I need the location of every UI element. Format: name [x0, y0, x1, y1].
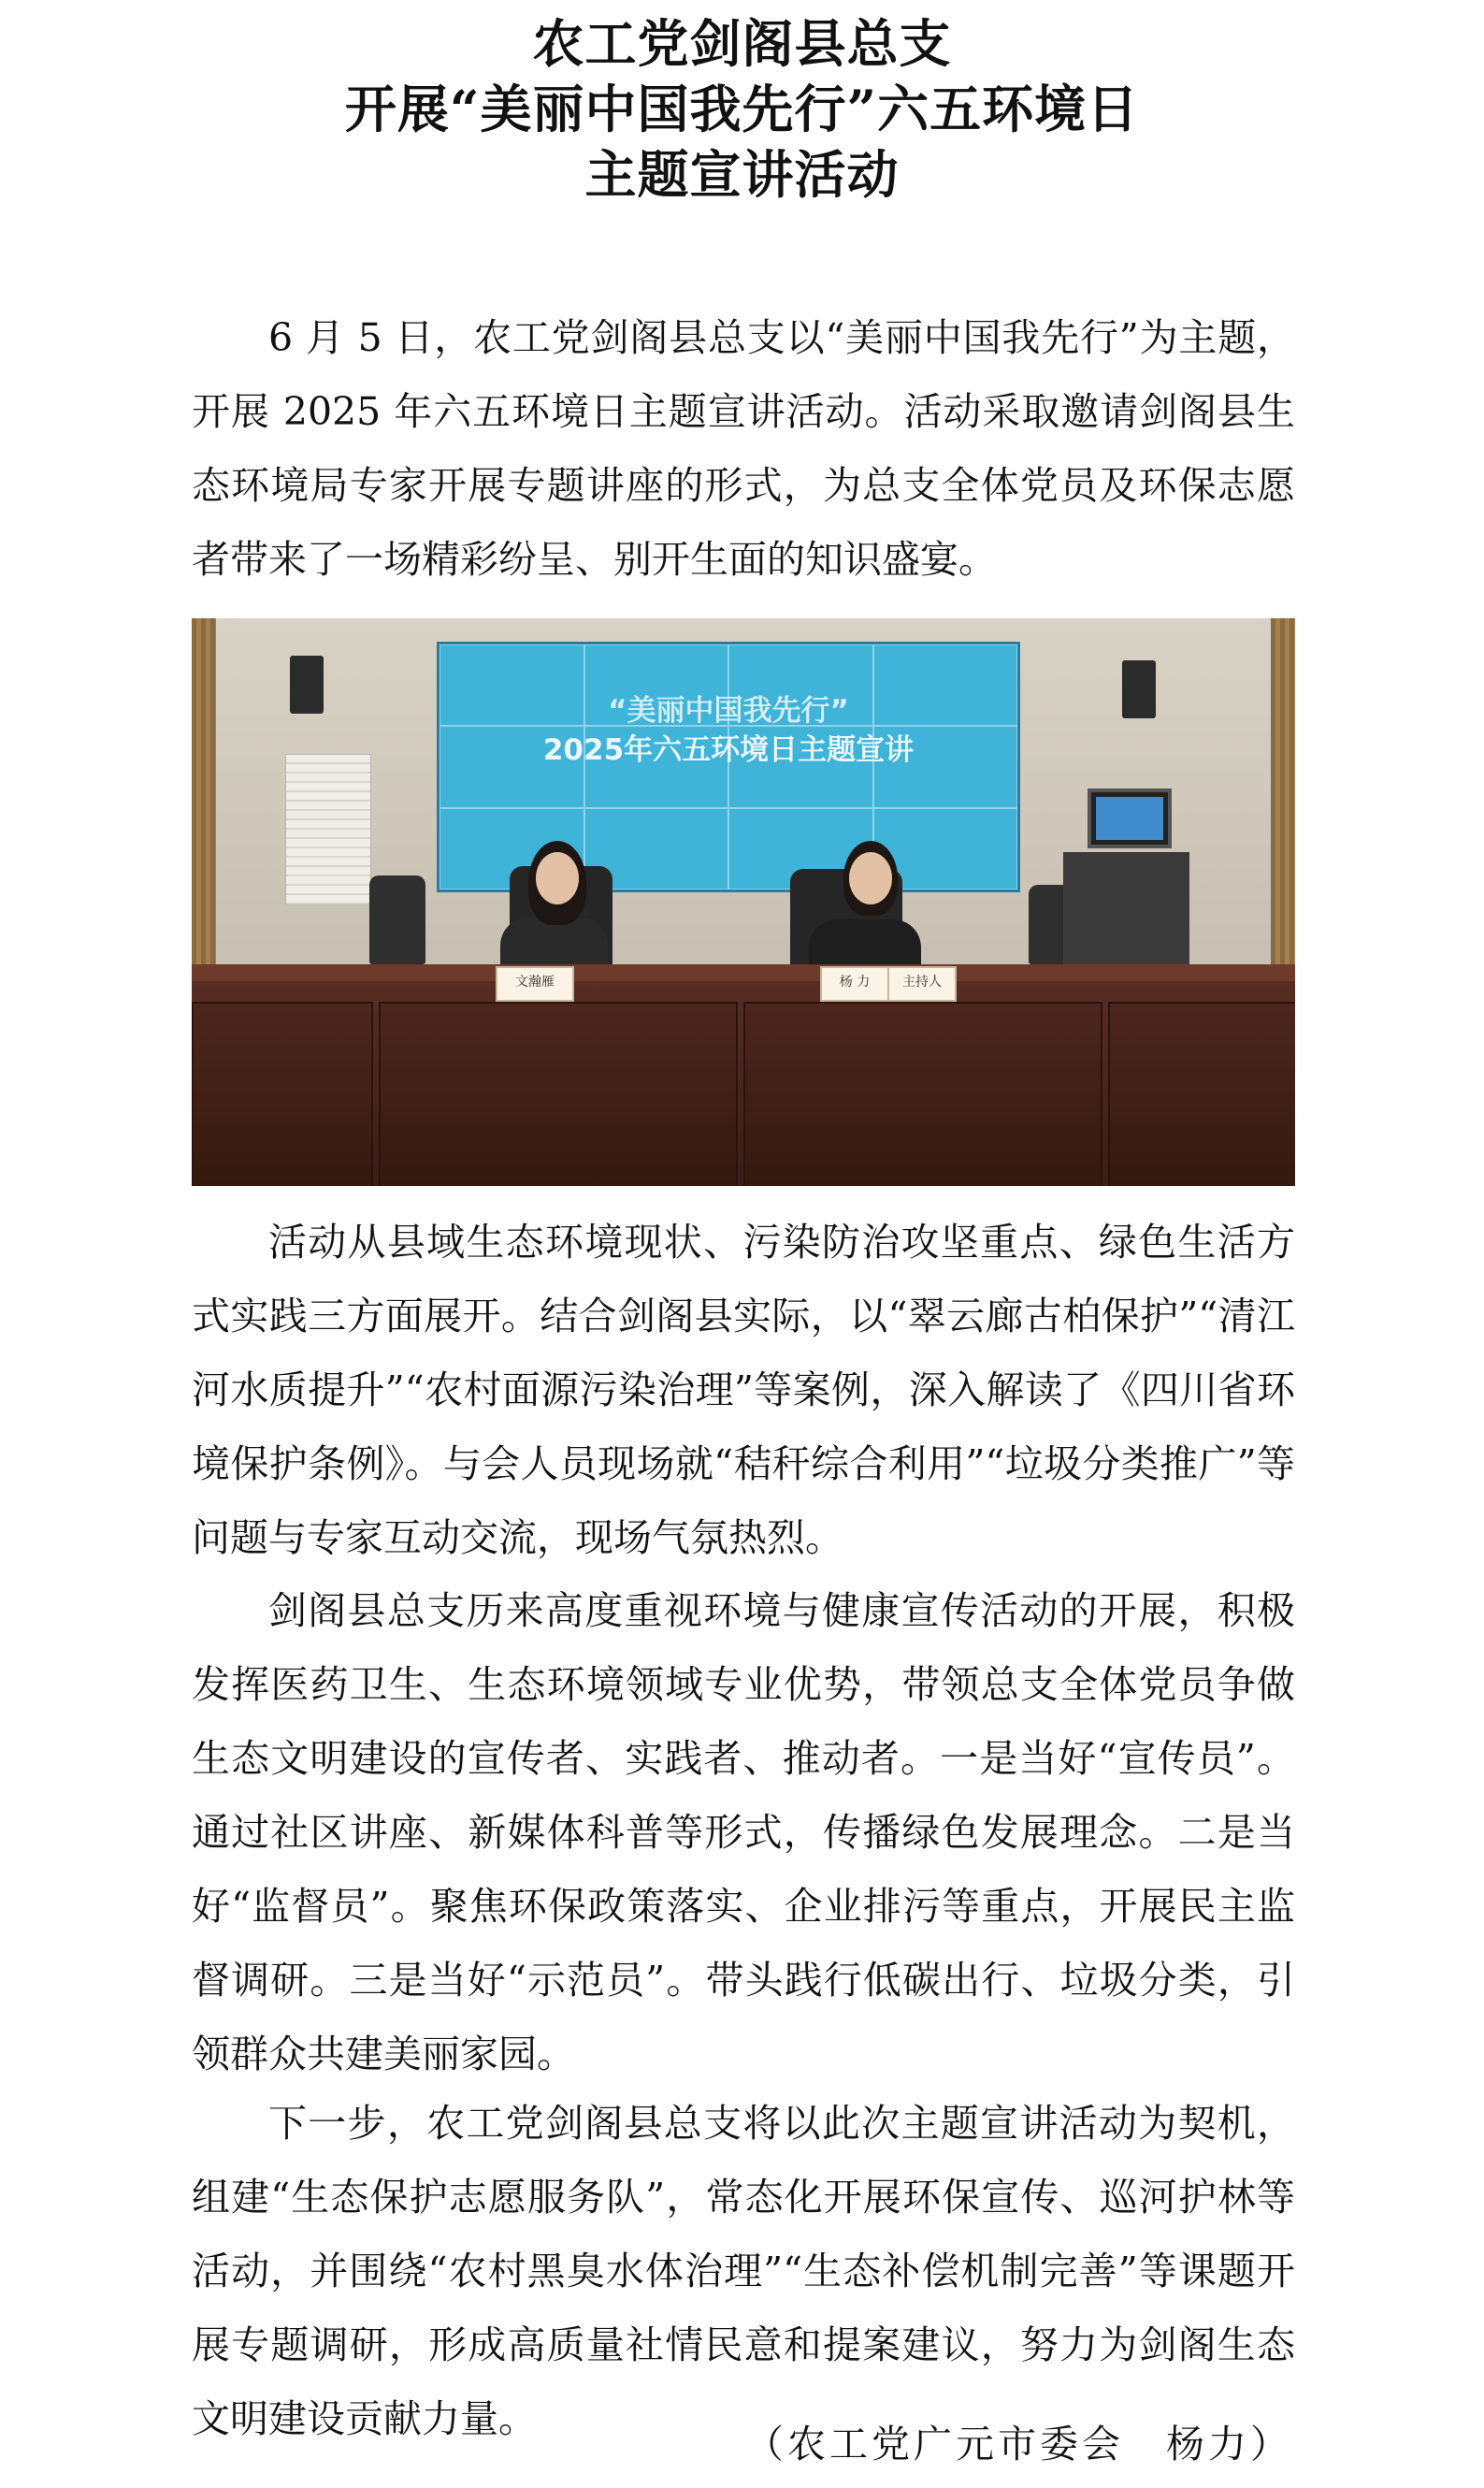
photo-curtain-right [1271, 618, 1295, 974]
photo-cabinet [1063, 852, 1189, 964]
title-line-2: 开展“美丽中国我先行”六五环境日 [344, 79, 1140, 139]
photo-speaker-right [1122, 660, 1156, 718]
photo-desk-panel [1108, 1002, 1295, 1186]
title-line-3: 主题宣讲活动 [584, 144, 900, 205]
photo-nameplate-right-role: 主持人 [887, 966, 957, 1002]
photo-chair-left [369, 875, 425, 964]
event-photo [192, 618, 1295, 1186]
photo-desk-top [192, 964, 1295, 981]
photo-monitor [1088, 788, 1172, 848]
photo-screen-text [439, 691, 1017, 770]
photo-air-conditioner [285, 754, 371, 905]
photo-nameplate-right-name: 杨 力 [820, 966, 889, 1002]
photo-screen-line-2: 2025年六五环境日主题宣讲 [542, 733, 915, 767]
photo-desk-panel [192, 1002, 373, 1186]
photo-speaker-left [290, 656, 324, 714]
photo-desk-panel [743, 1002, 1102, 1186]
paragraph-3: 剑阁县总支历来高度重视环境与健康宣传活动的开展，积极发挥医药卫生、生态环境领域专业优势，带领总支全体党员争做生态文明建设的宣传者、实践者、推动者。一是当好“宣传员”。通过社区讲座、新媒体科普等形式，传播绿色发展理念。二是当好“监督员”。聚焦环保政策落实、企业排污等重点，开展民主监督调研。三是当好“示范员”。带头践行低碳出行、垃圾分类，引领群众共建美丽家园。 [192, 1588, 1295, 2076]
paragraph-2: 活动从县域生态环境现状、污染防治攻坚重点、绿色生活方式实践三方面展开。结合剑阁县实际，以“翠云廊古柏保护”“清江河水质提升”“农村面源污染治理”等案例，深入解读了《四川省环境保护条例》。与会人员现场就“秸秆综合利用”“垃圾分类推广”等问题与专家互动交流，现场气氛热烈。 [192, 1220, 1295, 1560]
photo-person-left-face [536, 852, 579, 904]
paragraph-4: 下一步，农工党剑阁县总支将以此次主题宣讲活动为契机，组建“生态保护志愿服务队”，常态化开展环保宣传、巡河护林等活动，并围绕“农村黑臭水体治理”“生态补偿机制完善”等课题开展专题调研，形成高质量社情民意和提案建议，努力为剑阁生态文明建设贡献力量。 [192, 2101, 1295, 2441]
author-byline: （农工党广元市委会 杨力） [745, 2422, 1292, 2466]
article-title [0, 11, 1484, 208]
title-line-1: 农工党剑阁县总支 [532, 13, 952, 74]
paragraph-1: 6 月 5 日，农工党剑阁县总支以“美丽中国我先行”为主题，开展 2025 年六五环境日主题宣讲活动。活动采取邀请剑阁县生态环境局专家开展专题讲座的形式，为总支全体党员及环保志愿者带来了一场精彩纷呈、别开生面的知识盛宴。 [192, 315, 1295, 582]
photo-screen-line-1: “美丽中国我先行” [608, 694, 849, 728]
photo-desk-panel [379, 1002, 738, 1186]
photo-nameplate-left: 文瀚雁 [496, 966, 574, 1002]
photo-person-right-face [849, 852, 892, 904]
photo-curtain-left [192, 618, 216, 974]
